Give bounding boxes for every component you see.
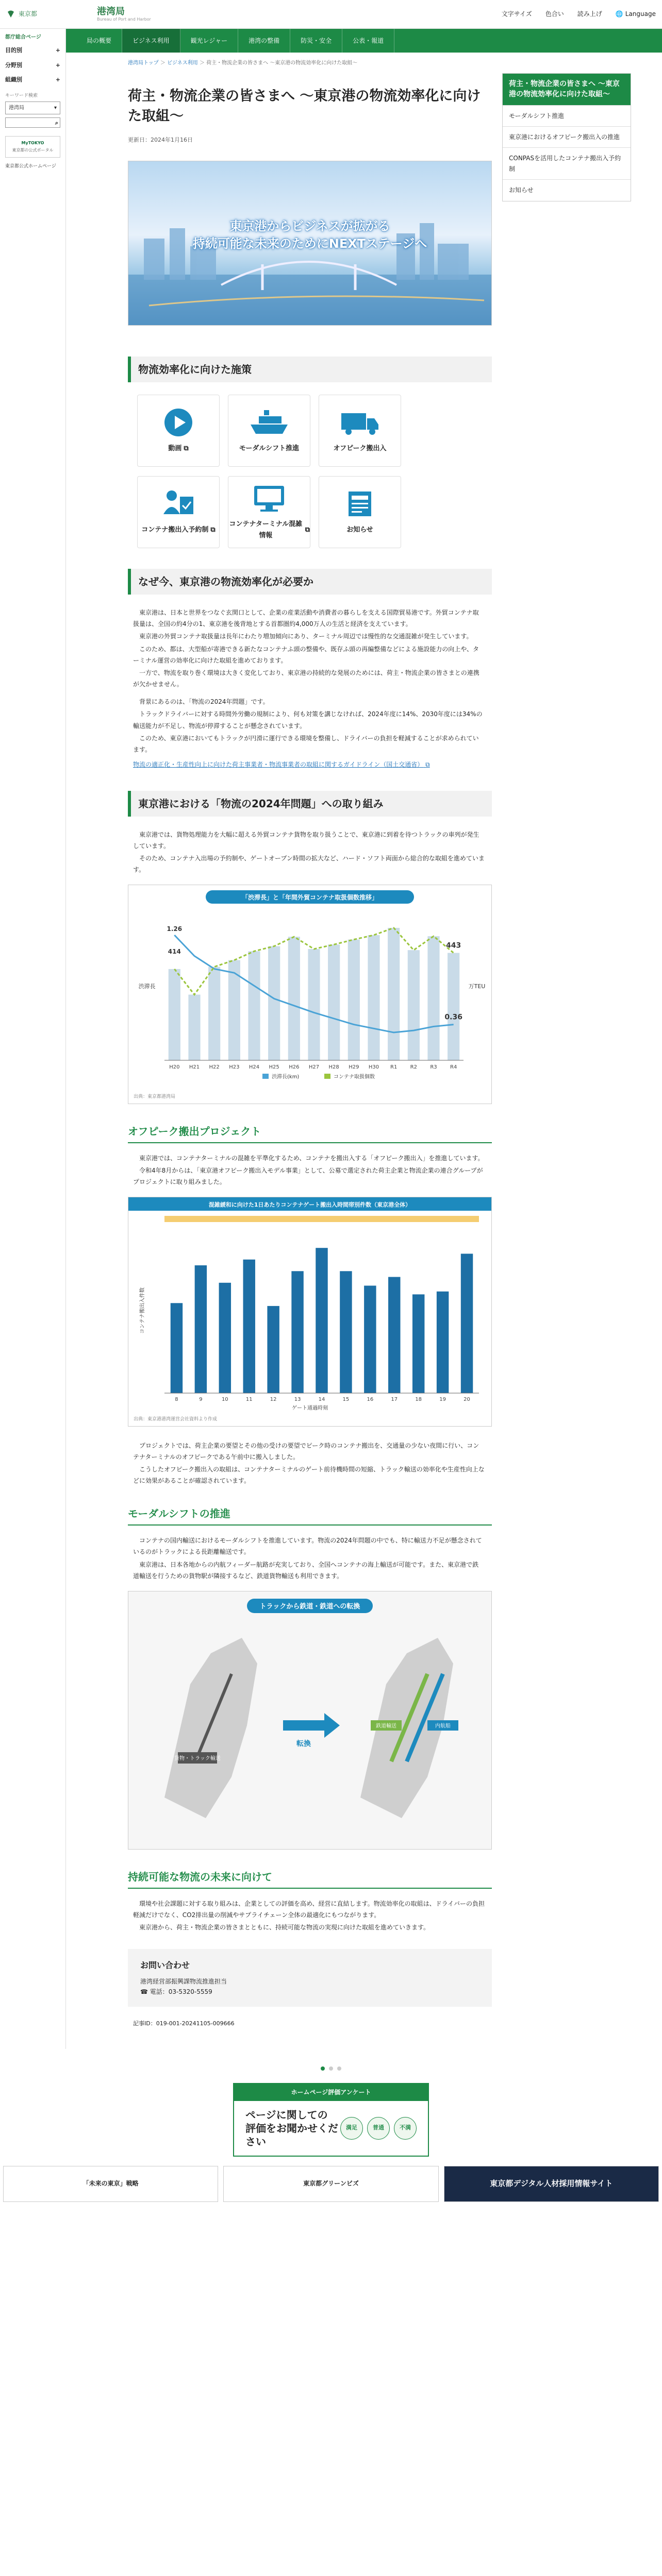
bar-teu bbox=[448, 953, 459, 1060]
gnav-item[interactable]: 観光レジャー bbox=[180, 29, 238, 53]
external-link-icon: ⧉ bbox=[305, 526, 310, 534]
tile-label: 動画 bbox=[168, 444, 182, 452]
survey-badge: 不満 bbox=[394, 2117, 417, 2140]
legend-swatch bbox=[262, 1074, 269, 1079]
footer-banners bbox=[0, 2166, 662, 2217]
subheading-sustain: 持続可能な物流の未来に向けて bbox=[128, 1868, 492, 1889]
font-size-button[interactable]: 文字サイズ bbox=[501, 10, 532, 18]
rail-label: 鉄道輸送 bbox=[376, 1723, 396, 1730]
survey-badge: 満足 bbox=[340, 2117, 363, 2140]
body-paragraph: こうしたオフピーク搬出入の取組は、コンテナターミナルのゲート前待機時間の短縮、トラック輸送の効率化や生産性向上などに効果があることが確認されています。 bbox=[133, 1465, 485, 1485]
bar-teu bbox=[208, 967, 220, 1060]
search-scope-value: 港湾局 bbox=[9, 105, 24, 111]
section-heading-measures: 物流効率化に向けた施策 bbox=[128, 357, 492, 382]
bar-count bbox=[171, 1303, 183, 1393]
tile-video[interactable] bbox=[137, 395, 220, 467]
bar-count bbox=[437, 1292, 449, 1393]
updated-date: 更新日：2024年1月16日 bbox=[128, 137, 193, 144]
mytokyo-banner[interactable] bbox=[5, 136, 60, 157]
search-icon[interactable]: ⌕ bbox=[55, 120, 58, 127]
gnav-item[interactable]: 港湾の整備 bbox=[238, 29, 290, 53]
side-menu bbox=[502, 73, 631, 201]
body-paragraph: 一方で、物流を取り巻く環境は大きく変化しており、東京港の持続的な発展のためには、荷主・物流企業の皆さまとの連携が欠かせません。 bbox=[133, 669, 479, 688]
x-tick-label: H25 bbox=[269, 1064, 279, 1071]
congestion-chart bbox=[128, 885, 491, 1091]
ginkgo-icon bbox=[6, 9, 15, 19]
x-tick-label: 20 bbox=[464, 1397, 470, 1403]
globe-icon: 🌐 bbox=[615, 10, 623, 18]
legend-label: コンテナ取扱個数 bbox=[334, 1074, 375, 1080]
chart-caption: 出典：東京港港湾運営会社資料より作成 bbox=[134, 1417, 218, 1422]
tile-reservation[interactable] bbox=[137, 476, 220, 548]
x-tick-label: H26 bbox=[289, 1064, 300, 1071]
convert-label: 転換 bbox=[296, 1740, 311, 1749]
bar-count bbox=[316, 1248, 327, 1393]
x-tick-label: 9 bbox=[199, 1397, 203, 1403]
page-footer bbox=[0, 2049, 662, 2217]
monitor-icon bbox=[251, 483, 287, 514]
bar-count bbox=[412, 1295, 424, 1394]
x-tick-label: 13 bbox=[294, 1397, 301, 1403]
external-link-icon: ⧉ bbox=[184, 444, 189, 452]
body-paragraph: このため、都は、大型船が寄港できる新たなコンテナふ頭の整備や、既存ふ頭の再編整備などによる施設能力の向上や、ターミナル運営の効率化に向けた取組を進めております。 bbox=[133, 645, 479, 664]
bar-teu bbox=[348, 940, 360, 1060]
x-tick-label: 17 bbox=[391, 1397, 398, 1403]
body-paragraph: そのため、コンテナ入出場の予約制や、ゲートオープン時間の拡大など、ハード・ソフト両面から総合的な取組を進めています。 bbox=[133, 854, 485, 874]
sidebar-item-org[interactable] bbox=[5, 75, 60, 85]
bar-count bbox=[243, 1260, 255, 1393]
survey-line: ページに関しての bbox=[245, 2108, 328, 2121]
contact-tel-text: 電話：03-5320-5559 bbox=[150, 1988, 212, 1996]
ship-label: 内航船 bbox=[435, 1723, 451, 1730]
top-header bbox=[0, 0, 662, 29]
x-tick-label: H20 bbox=[169, 1064, 180, 1071]
search-input[interactable] bbox=[5, 117, 60, 128]
contact-box bbox=[128, 1949, 492, 2007]
subheading-offpeak: オフピーク搬出プロジェクト bbox=[128, 1123, 492, 1143]
breadcrumb-current: 荷主・物流企業の皆さまへ ～東京港の物流効率化に向けた取組～ bbox=[206, 60, 358, 66]
survey-banner[interactable] bbox=[233, 2083, 429, 2156]
diagram-title: トラックから鉄道・鉄道への転換 bbox=[259, 1603, 360, 1611]
tokyo-logo[interactable] bbox=[6, 9, 97, 19]
x-tick-label: H29 bbox=[349, 1064, 359, 1071]
sidebar-item-label: 分野別 bbox=[5, 61, 22, 69]
breadcrumb-link[interactable]: 港湾局トップ bbox=[128, 60, 159, 66]
hero-line1: 東京港からビジネスが拡がる bbox=[229, 218, 390, 233]
bar-count bbox=[340, 1271, 352, 1393]
modal-shift-map bbox=[128, 1591, 491, 1849]
bar-teu bbox=[368, 935, 379, 1060]
x-tick-label: 14 bbox=[318, 1397, 325, 1403]
x-tick-label: H28 bbox=[328, 1064, 339, 1071]
x-tick-label: 16 bbox=[367, 1397, 374, 1403]
survey-badge: 普通 bbox=[367, 2117, 390, 2140]
carousel-dot[interactable] bbox=[337, 2066, 341, 2071]
ship-icon bbox=[249, 407, 290, 438]
carousel-dot[interactable] bbox=[321, 2066, 325, 2071]
chart-caption: 出典：東京都港湾局 bbox=[134, 1094, 176, 1100]
x-tick-label: 19 bbox=[439, 1397, 446, 1403]
bar-teu bbox=[188, 995, 200, 1060]
sidebar-item-label: 目的別 bbox=[5, 47, 22, 54]
chevron-down-icon: ▾ bbox=[54, 105, 57, 111]
y-axis-label: コンテナ搬出入件数 bbox=[140, 1287, 145, 1334]
bar-teu bbox=[288, 937, 300, 1061]
side-menu-item[interactable]: CONPASを活用したコンテナ搬出入予約制 bbox=[503, 147, 631, 179]
x-tick-label: H30 bbox=[368, 1064, 379, 1071]
bar-teu bbox=[328, 945, 340, 1061]
bar-count bbox=[388, 1277, 400, 1393]
body-paragraph: 東京港は、日本と世界をつなぐ玄関口として、企業の産業活動や消費者の暮らしを支える国際貿易港です。外貿コンテナ取扱量は、全国の約4分の1、東京港を後背地とする首都圏約4,000万人の生活と経済を支えています。 bbox=[133, 608, 479, 628]
body-paragraph: トラックドライバーに対する時間外労働の規制により、何も対策を講じなければ、2024年度に14%、2030年度には34%の輸送能力が不足し、物流が停滞することが懸念されています。 bbox=[133, 710, 483, 730]
period-band bbox=[164, 1216, 479, 1222]
bar-teu bbox=[268, 946, 280, 1060]
breadcrumb: 港湾局トップ ＞ ビジネス利用 ＞ 荷主・物流企業の皆さまへ ～東京港の物流効率化に向けた取組～ bbox=[128, 60, 358, 66]
guideline-link[interactable] bbox=[128, 759, 492, 770]
x-tick-label: 12 bbox=[270, 1397, 277, 1403]
news-icon bbox=[344, 488, 375, 519]
read-aloud-button[interactable]: 読み上げ bbox=[577, 10, 602, 18]
legend-label: 渋滞長(km) bbox=[272, 1074, 300, 1080]
truck-label: 貨物・トラック輸送 bbox=[174, 1756, 221, 1762]
search-scope-select[interactable] bbox=[5, 101, 60, 114]
reservation-icon bbox=[160, 488, 196, 519]
truck-icon bbox=[339, 407, 380, 438]
x-tick-label: R3 bbox=[430, 1064, 437, 1071]
sidebar-item-purpose[interactable] bbox=[5, 46, 60, 56]
body-paragraph: このため、東京港においてもトラックが円滑に運行できる環境を整備し、ドライバーの負担を軽減することが求められています。 bbox=[133, 734, 479, 754]
tile-label: モーダルシフト推進 bbox=[239, 444, 300, 452]
y-label-right: 万TEU bbox=[468, 983, 486, 990]
section-heading-issue: 東京港における「物流の2024年問題」への取り組み bbox=[128, 791, 492, 817]
plus-icon: + bbox=[55, 76, 60, 83]
chart-title: 「渋滞長」と「年間外貿コンテナ取扱個数推移」 bbox=[241, 894, 378, 902]
survey-line: 評価をお聞かせください bbox=[245, 2122, 338, 2148]
page-title: 荷主・物流企業の皆さまへ ～東京港の物流効率化に向けた取組～ bbox=[128, 88, 481, 125]
right-sidebar bbox=[502, 29, 631, 2049]
gnav-item[interactable]: 公表・報道 bbox=[342, 29, 394, 53]
breadcrumb-link[interactable]: ビジネス利用 bbox=[167, 60, 198, 66]
tile-label: コンテナ搬出入予約制 bbox=[141, 526, 209, 534]
x-tick-label: H27 bbox=[308, 1064, 320, 1071]
contact-title: お問い合わせ bbox=[140, 1960, 190, 1970]
keyword-label: キーワード検索 bbox=[5, 93, 38, 99]
language-label: Language bbox=[625, 10, 656, 18]
x-tick-label: R1 bbox=[390, 1064, 398, 1071]
body-paragraph: 東京港から、荷主・物流企業の皆さまとともに、持続可能な物流の実現に向けた取組を進めていきます。 bbox=[139, 1924, 430, 1931]
bar-teu bbox=[308, 949, 320, 1060]
body-paragraph: 東京港では、コンテナターミナルの混雑を平準化するため、コンテナを搬出入する「オフピーク搬出入」を推進しています。 bbox=[139, 1154, 484, 1162]
x-tick-label: 15 bbox=[342, 1397, 350, 1403]
global-nav bbox=[66, 29, 662, 53]
external-link-icon: ⧉ bbox=[425, 761, 430, 769]
bar-teu bbox=[388, 928, 400, 1060]
y-label-left: 渋滞長 bbox=[138, 983, 156, 990]
x-tick-label: H22 bbox=[209, 1064, 220, 1071]
sidebar-nav bbox=[5, 46, 60, 85]
subheading-modal: モーダルシフトの推進 bbox=[128, 1505, 492, 1526]
tile-modal-shift[interactable] bbox=[228, 395, 310, 467]
hero-banner bbox=[128, 161, 492, 326]
sidebar-site-title[interactable]: 都庁総合ページ bbox=[5, 35, 41, 40]
sidebar-item-field[interactable] bbox=[5, 61, 60, 71]
bar-teu bbox=[248, 952, 260, 1061]
side-menu-item[interactable]: モーダルシフト推進 bbox=[503, 105, 631, 126]
x-tick-label: H23 bbox=[229, 1064, 240, 1071]
x-axis-label: ゲート通過時刻 bbox=[292, 1405, 328, 1412]
contact-tel[interactable] bbox=[140, 1987, 479, 1997]
logo-text: 東京都 bbox=[19, 10, 38, 18]
dept-name: 港湾局 bbox=[97, 6, 125, 17]
bar-teu bbox=[408, 951, 420, 1061]
utility-nav bbox=[502, 9, 656, 19]
x-tick-label: H24 bbox=[249, 1064, 260, 1071]
bar-count bbox=[461, 1254, 473, 1394]
bar-teu bbox=[169, 969, 180, 1060]
left-sidebar bbox=[0, 29, 66, 2049]
side-menu-item[interactable]: 東京港におけるオフピーク搬出入の推進 bbox=[503, 126, 631, 147]
body-paragraph: 東京港は、日本各地からの内航フィーダー航路が充実しており、全国へコンテナの海上輸送が可能です。また、東京港で鉄道輸送を行うための貨物駅が隣接するなど、鉄道貨物輸送も利用できます。 bbox=[133, 1561, 479, 1580]
body-paragraph: 背景にあるのは、「物流の2024年問題」です。 bbox=[139, 698, 269, 706]
carousel-dots bbox=[0, 2066, 662, 2071]
mytokyo-title: MyTOKYO bbox=[21, 141, 44, 146]
bar-count bbox=[364, 1286, 376, 1394]
banner-future-tokyo[interactable]: 「未来の東京」戦略 bbox=[3, 2166, 218, 2202]
bar-count bbox=[267, 1306, 279, 1393]
guideline-link-text: 物流の適正化・生産性向上に向けた荷主事業者・物流事業者の取組に関するガイドライン（国土交通省） bbox=[133, 761, 424, 769]
x-tick-label: R4 bbox=[450, 1064, 457, 1071]
dept-name-en: Bureau of Port and Harbor bbox=[97, 17, 151, 22]
language-button[interactable] bbox=[616, 9, 656, 19]
sidebar-footer[interactable]: 東京都公式ホームページ bbox=[5, 163, 56, 169]
tile-label: お知らせ bbox=[346, 526, 373, 534]
body-paragraph: 環境や社会課題に対する取り組みは、企業としての評価を高め、経営に直結します。物流効率化の取組は、ドライバーの負担軽減だけでなく、CO2排出量の削減やサプライチェーン全体の最適化にもつながります。 bbox=[133, 1900, 485, 1919]
chart-congestion bbox=[128, 885, 492, 1104]
side-menu-title[interactable]: 荷主・物流企業の皆さまへ ～東京港の物流効率化に向けた取組～ bbox=[503, 74, 631, 105]
survey-head: ホームページ評価アンケート bbox=[234, 2084, 428, 2100]
tile-congestion[interactable] bbox=[228, 476, 310, 548]
side-menu-item[interactable]: お知らせ bbox=[503, 179, 631, 200]
tile-news[interactable] bbox=[319, 476, 401, 548]
x-tick-label: 18 bbox=[415, 1397, 422, 1403]
phone-icon: ☎ bbox=[140, 1988, 150, 1996]
legend-swatch bbox=[324, 1074, 330, 1079]
data-label: 1.26 bbox=[167, 925, 183, 933]
mytokyo-sub: 東京都の公式ポータル bbox=[12, 147, 54, 152]
hero-line2: 持続可能な未来のためにNEXTステージへ bbox=[192, 236, 427, 251]
external-link-icon: ⧉ bbox=[210, 526, 216, 534]
bar-count bbox=[195, 1265, 207, 1393]
banner-green-biz[interactable]: 東京都グリーンビズ bbox=[223, 2166, 438, 2202]
data-label: 0.36 bbox=[444, 1013, 462, 1022]
body-paragraph: 令和4年8月からは、「東京港オフピーク搬出入モデル事業」として、公募で選定された荷主企業と物流企業の連合グループがプロジェクトに取り組みました。 bbox=[133, 1166, 483, 1186]
data-label: 443 bbox=[446, 941, 461, 950]
body-paragraph: コンテナの国内輸送におけるモーダルシフトを推進しています。物流の2024年問題の中でも、特に輸送力不足が懸念されているのがトラックによる長距離輸送です。 bbox=[133, 1537, 482, 1556]
sidebar-item-label: 組織別 bbox=[5, 76, 22, 83]
measure-tiles bbox=[128, 395, 492, 548]
gnav-item[interactable]: 局の概要 bbox=[76, 29, 122, 53]
gnav-item[interactable]: ビジネス利用 bbox=[122, 29, 180, 53]
section-heading-why: なぜ今、東京港の物流効率化が必要か bbox=[128, 569, 492, 595]
carousel-dot[interactable] bbox=[329, 2066, 333, 2071]
gnav-item[interactable]: 防災・安全 bbox=[290, 29, 342, 53]
x-tick-label: 11 bbox=[245, 1397, 253, 1403]
plus-icon: + bbox=[55, 47, 60, 54]
body-paragraph: プロジェクトでは、荷主企業の要望とその他の受けの要望でピーク時のコンテナ搬出を、交通量の少ない夜間に行い、コンテナターミナルのオフピークである午前中に搬入しました。 bbox=[133, 1442, 479, 1461]
x-tick-label: H21 bbox=[189, 1064, 200, 1071]
bar-count bbox=[219, 1283, 231, 1393]
offpeak-chart bbox=[128, 1197, 491, 1414]
department-title[interactable] bbox=[97, 7, 151, 22]
bar-count bbox=[291, 1271, 303, 1393]
contact-org: 港湾経営部振興課物流推進担当 bbox=[140, 1977, 227, 1985]
chart-offpeak bbox=[128, 1197, 492, 1426]
chart-title: 混雑緩和に向けた1日あたりコンテナゲート搬出入時間帯別件数（東京港全体） bbox=[208, 1201, 411, 1209]
banner-digital-recruit[interactable]: 東京都デジタル人材採用情報サイト bbox=[444, 2166, 659, 2202]
body-paragraph: 東京港の外貿コンテナ取扱量は長年にわたり増加傾向にあり、ターミナル周辺では慢性的な交通混雑が発生しています。 bbox=[139, 633, 473, 640]
hero-text bbox=[128, 218, 491, 252]
color-button[interactable]: 色合い bbox=[545, 10, 564, 18]
x-tick-label: 10 bbox=[221, 1397, 228, 1403]
tile-label: オフピーク搬出入 bbox=[333, 444, 387, 452]
x-tick-label: 8 bbox=[175, 1397, 178, 1403]
plus-icon: + bbox=[55, 61, 60, 69]
tile-offpeak[interactable] bbox=[319, 395, 401, 467]
article-id: 記事ID：019-001-20241105-009666 bbox=[133, 2020, 235, 2027]
bar-teu bbox=[427, 937, 439, 1061]
tile-label: コンテナターミナル混雑情報 bbox=[229, 520, 303, 539]
body-paragraph: 東京港では、貨物処理能力を大幅に超える外貿コンテナ貨物を取り扱うことで、東京港に到着を待つトラックの車列が発生しています。 bbox=[133, 831, 479, 850]
data-label: 414 bbox=[168, 948, 181, 956]
video-play-icon bbox=[163, 407, 194, 438]
x-tick-label: R2 bbox=[410, 1064, 417, 1071]
modal-shift-diagram bbox=[128, 1591, 492, 1850]
